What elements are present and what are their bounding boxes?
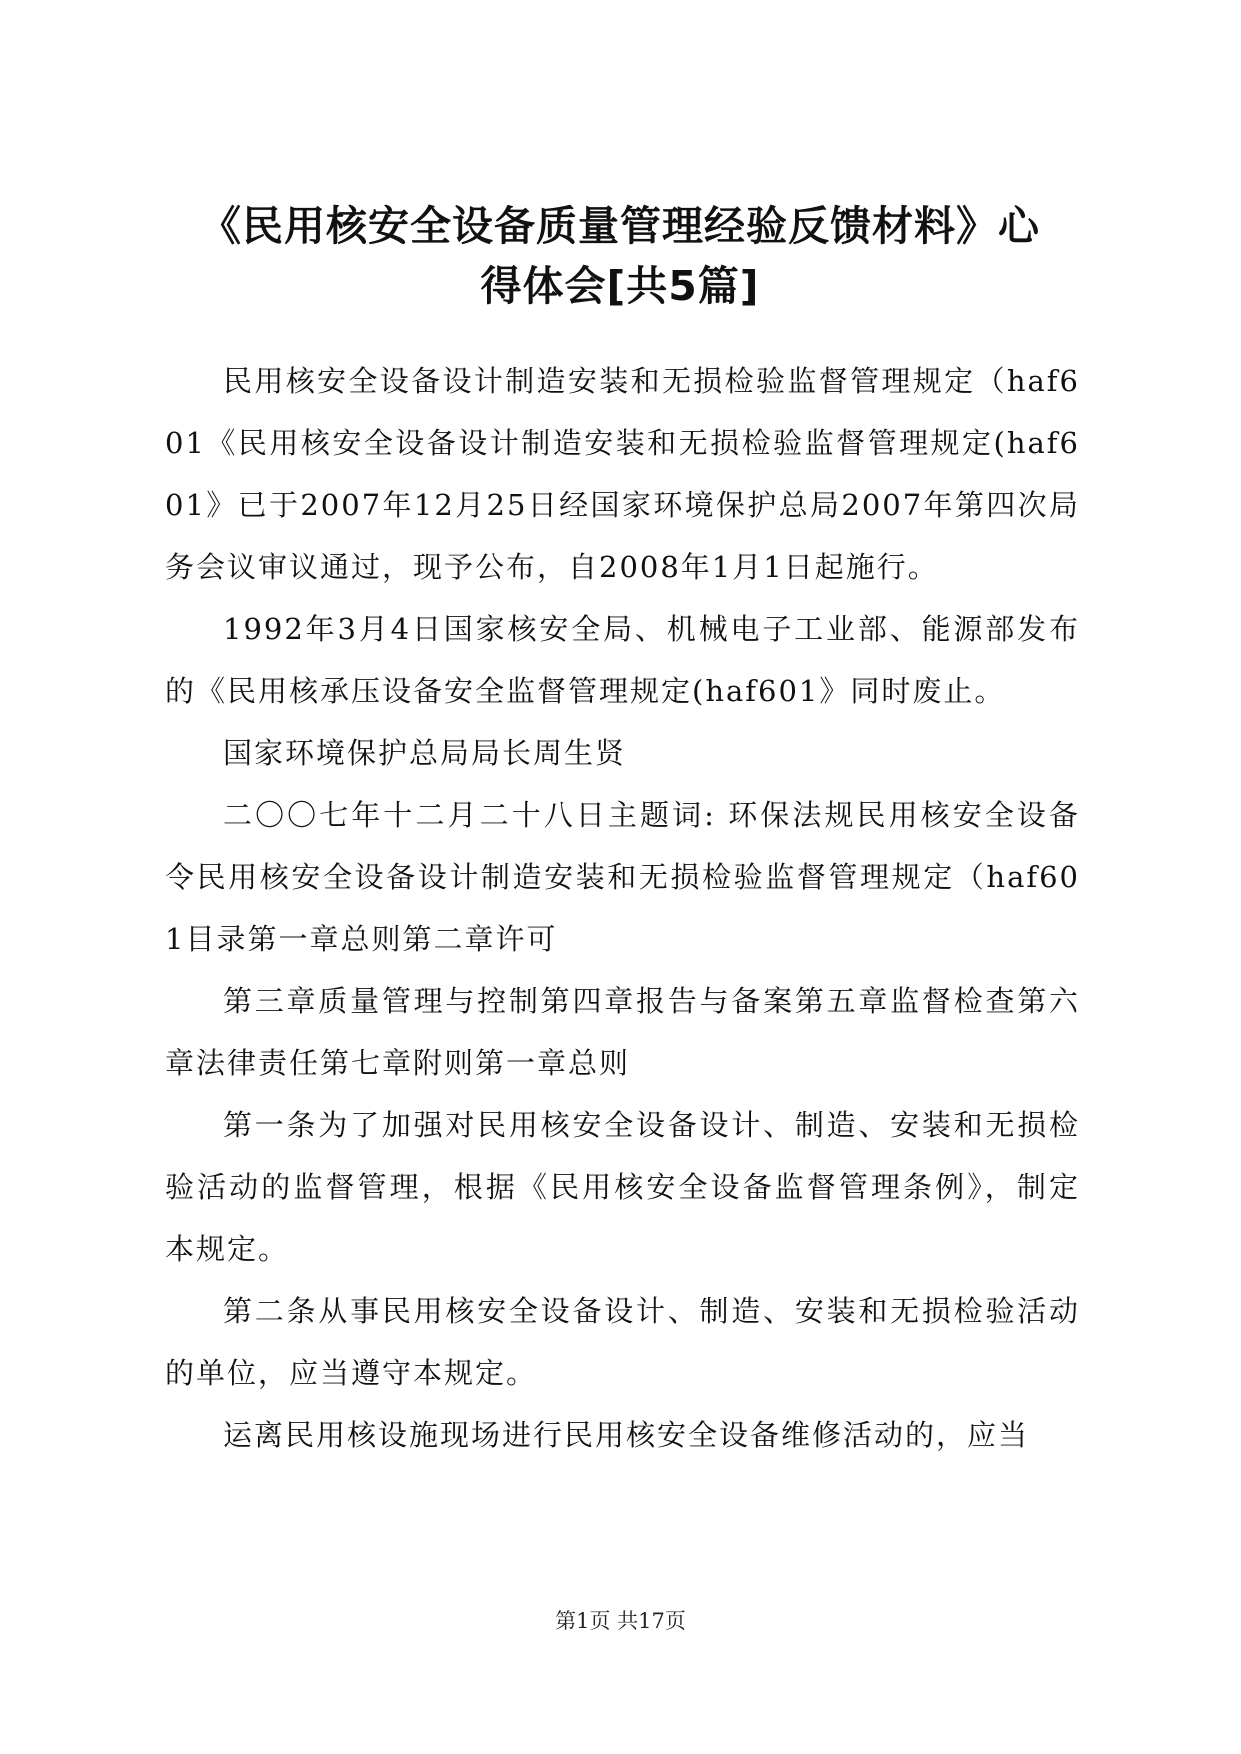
title-line-2: 得体会[共5篇] (480, 262, 760, 310)
paragraph: 国家环境保护总局局长周生贤 (223, 736, 627, 770)
paragraph: 二〇〇七年十二月二十八日主题词: 环保法规民用核安全设备令民用核安全设备设计制造安装和无损检验监督管理规定（haf601目录第一章总则第二章许可 (165, 798, 1080, 956)
paragraph: 第二条从事民用核安全设备设计、制造、安装和无损检验活动的单位，应当遵守本规定。 (165, 1294, 1080, 1390)
page-number: 第1页 共17页 (555, 1609, 686, 1633)
paragraph: 民用核安全设备设计制造安装和无损检验监督管理规定（haf601《民用核安全设备设计制造安装和无损检验监督管理规定(haf601》已于2007年12月25日经国家环境保护总局2007年第四次局务会议审议通过，现予公布，自2008年1月1日起施行。 (165, 364, 1080, 584)
title-line-1: 《民用核安全设备质量管理经验反馈材料》心 (200, 202, 1040, 250)
paragraph: 1992年3月4日国家核安全局、机械电子工业部、能源部发布的《民用核承压设备安全监督管理规定(haf601》同时废止。 (165, 612, 1080, 708)
page-footer (0, 1605, 1241, 1635)
document-title (150, 196, 1090, 316)
paragraph: 第一条为了加强对民用核安全设备设计、制造、安装和无损检验活动的监督管理，根据《民用核安全设备监督管理条例》，制定本规定。 (165, 1108, 1080, 1266)
paragraph: 第三章质量管理与控制第四章报告与备案第五章监督检查第六章法律责任第七章附则第一章总则 (165, 984, 1080, 1080)
paragraph: 运离民用核设施现场进行民用核安全设备维修活动的，应当 (223, 1418, 1030, 1452)
document-body (165, 350, 1080, 1466)
